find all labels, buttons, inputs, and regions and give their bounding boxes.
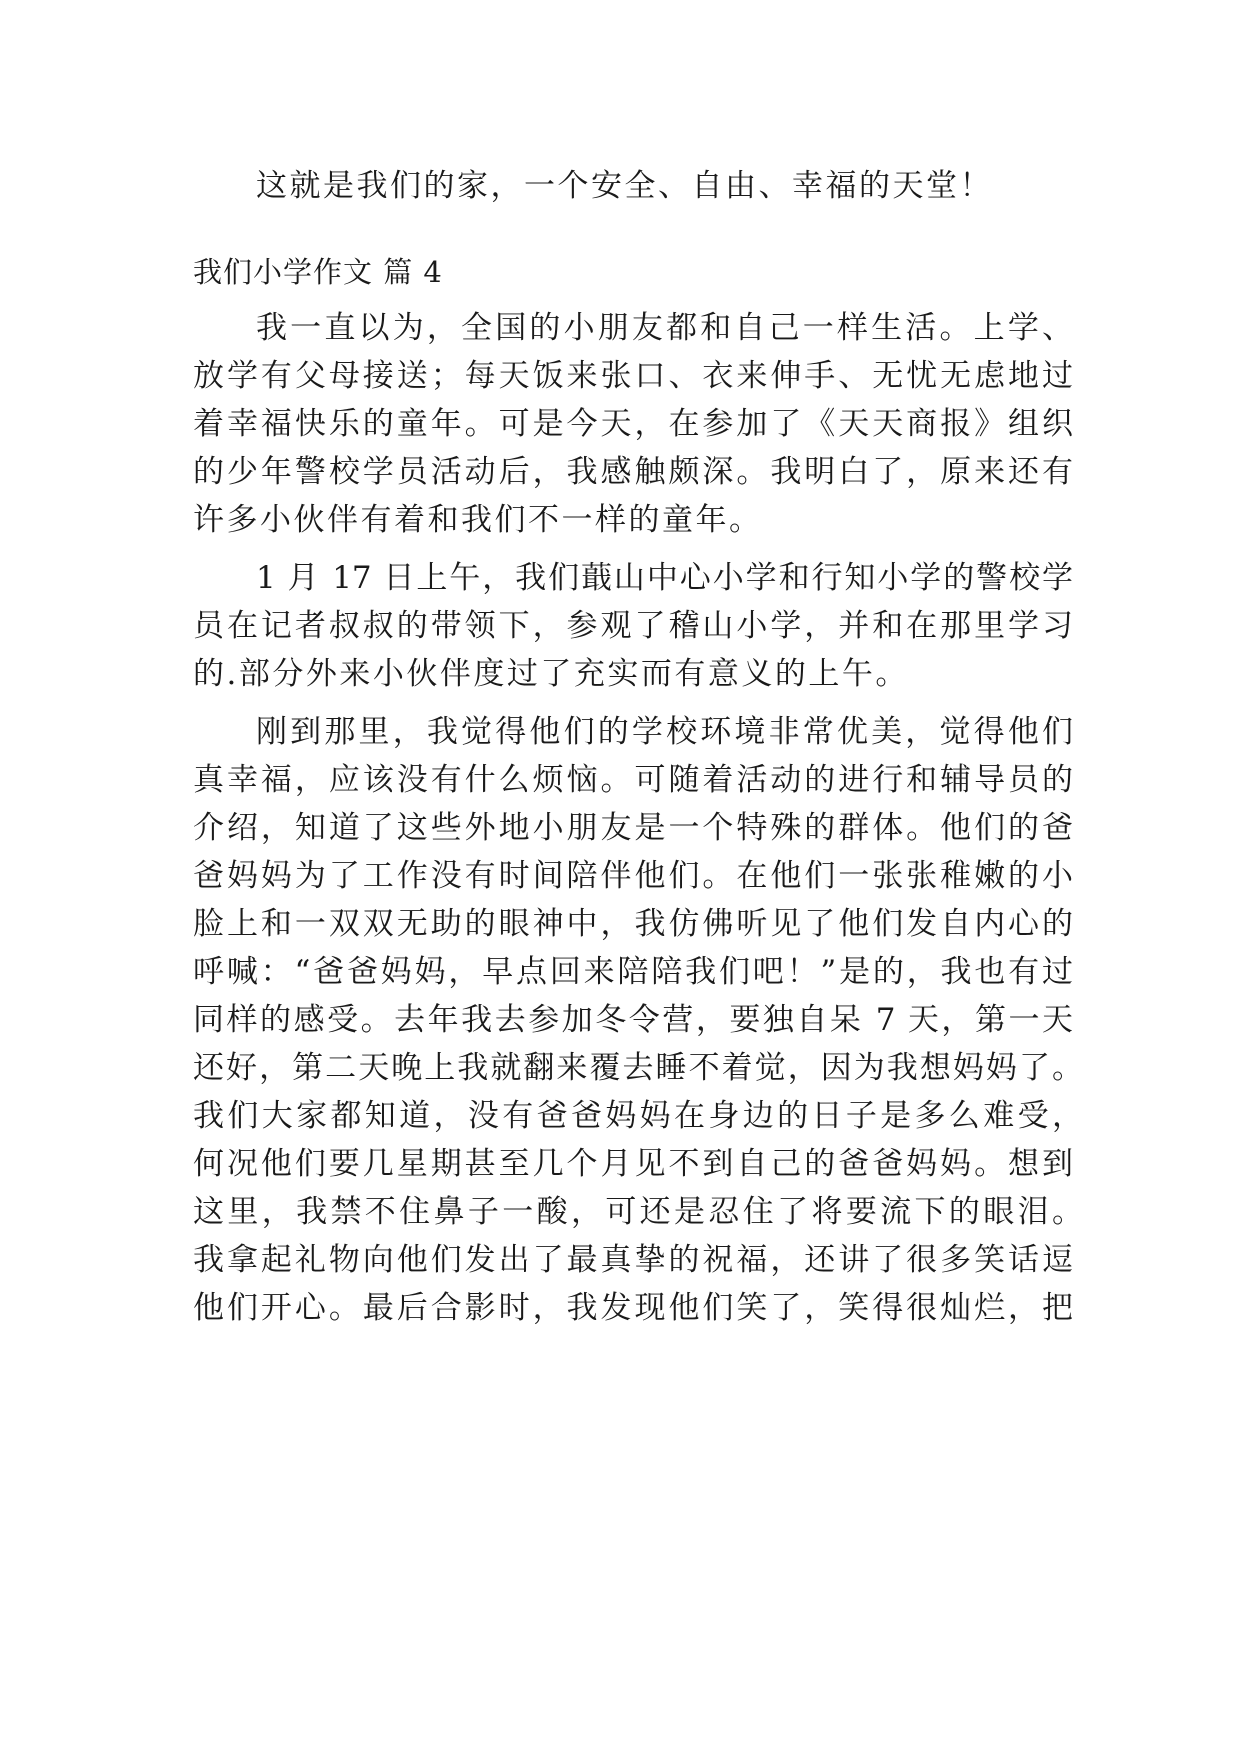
paragraph-3-line-7: 同样的感受。去年我去参加冬令营，要独自呆 7 天，第一天 (193, 1002, 1073, 1038)
paragraph-3-line-10: 何况他们要几星期甚至几个月见不到自己的爸爸妈妈。想到 (193, 1146, 1073, 1182)
paragraph-3-line-11: 这里，我禁不住鼻子一酸，可还是忍住了将要流下的眼泪。 (193, 1194, 1083, 1230)
paragraph-1-line-4: 的少年警校学员活动后，我感触颇深。我明白了，原来还有 (193, 454, 1073, 490)
paragraph-1-line-2: 放学有父母接送；每天饭来张口、衣来伸手、无忧无虑地过 (193, 358, 1073, 394)
paragraph-3-line-13: 他们开心。最后合影时，我发现他们笑了，笑得很灿烂，把 (193, 1290, 1073, 1326)
paragraph-3-line-5: 脸上和一双双无助的眼神中，我仿佛听见了他们发自内心的 (193, 906, 1073, 942)
paragraph-3-line-8: 还好，第二天晚上我就翻来覆去睡不着觉，因为我想妈妈了。 (193, 1050, 1083, 1086)
paragraph-1-line-3: 着幸福快乐的童年。可是今天，在参加了《天天商报》组织 (193, 406, 1073, 442)
paragraph-2-line-2: 员在记者叔叔的带领下，参观了稽山小学，并和在那里学习 (193, 608, 1073, 644)
paragraph-1-line-1: 我一直以为，全国的小朋友都和自己一样生活。上学、 (256, 310, 1073, 346)
paragraph-3-line-9: 我们大家都知道，没有爸爸妈妈在身边的日子是多么难受， (193, 1098, 1083, 1134)
paragraph-3-line-1: 刚到那里，我觉得他们的学校环境非常优美，觉得他们 (256, 714, 1073, 750)
closing-line: 这就是我们的家，一个安全、自由、幸福的天堂！ (256, 168, 993, 204)
paragraph-3-line-3: 介绍，知道了这些外地小朋友是一个特殊的群体。他们的爸 (193, 810, 1073, 846)
paragraph-3-line-4: 爸妈妈为了工作没有时间陪伴他们。在他们一张张稚嫩的小 (193, 858, 1073, 894)
section-heading: 我们小学作文 篇 4 (193, 255, 443, 289)
paragraph-3-line-12: 我拿起礼物向他们发出了最真挚的祝福，还讲了很多笑话逗 (193, 1242, 1073, 1278)
paragraph-2-line-3: 的.部分外来小伙伴度过了充实而有意义的上午。 (193, 656, 909, 692)
paragraph-2-line-1: 1 月 17 日上午，我们蕺山中心小学和行知小学的警校学 (256, 560, 1073, 596)
paragraph-3-line-2: 真幸福，应该没有什么烦恼。可随着活动的进行和辅导员的 (193, 762, 1073, 798)
paragraph-3-line-6: 呼喊：“爸爸妈妈，早点回来陪陪我们吧！”是的，我也有过 (193, 954, 1073, 990)
paragraph-1-line-5: 许多小伙伴有着和我们不一样的童年。 (193, 502, 763, 538)
